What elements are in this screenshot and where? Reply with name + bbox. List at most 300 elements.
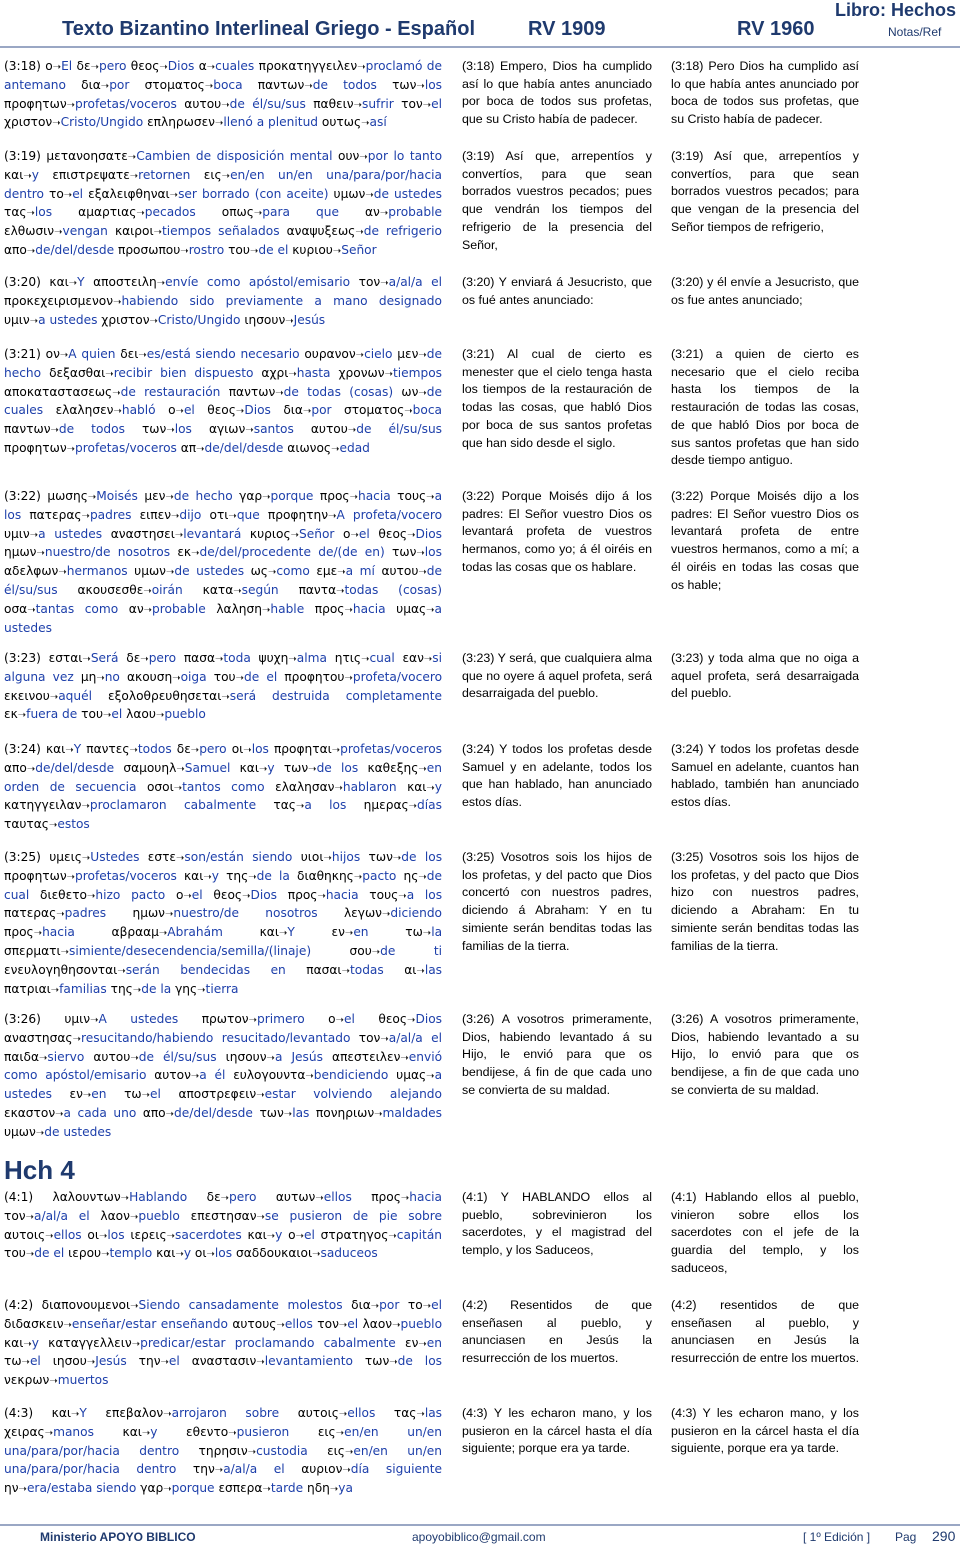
arrow-icon: ➝ [418,871,427,883]
spanish-gloss: pero [229,1190,257,1204]
arrow-icon: ➝ [49,691,59,703]
arrow-icon: ➝ [169,189,179,201]
spanish-gloss: tiempos [392,365,443,380]
arrow-icon: ➝ [288,368,297,380]
rv1960-verse [671,58,859,129]
greek-word: οι [194,1246,207,1261]
spanish-gloss: todas (cosas) [344,582,443,597]
arrow-icon: ➝ [82,1090,92,1102]
arrow-icon: ➝ [267,567,277,579]
arrow-icon: ➝ [129,1211,139,1223]
spanish-gloss: de el [34,1246,65,1261]
greek-word: υμεις [49,850,82,864]
greek-word: πασα [183,651,215,665]
greek-word: λαου [126,707,156,722]
spanish-gloss: sacerdotes [175,1227,242,1242]
greek-word: οι [231,742,244,756]
arrow-icon: ➝ [204,80,214,92]
spanish-gloss: hablaron [342,779,397,794]
greek-word: διαπονουμενοι [41,1298,131,1312]
spanish-gloss: en [426,1335,443,1350]
spanish-gloss: resucitando/habiendo resucitado/levantado [80,1030,351,1045]
spanish-gloss: probable [388,205,442,220]
greek-word: διεθετο [40,887,88,902]
greek-word: παντες [86,742,130,756]
rv1960-verse [671,148,859,237]
arrow-icon: ➝ [25,1211,34,1223]
arrow-icon: ➝ [233,585,242,597]
greek-interlinear-verse [4,1405,442,1499]
greek-word: (3:24) [4,742,41,756]
arrow-icon: ➝ [344,1446,354,1458]
greek-word: αναστησει [110,526,175,541]
greek-word: οπως [221,205,254,220]
spanish-gloss: en/en un/en una/para/por/hacia dentro [4,167,443,201]
spanish-gloss: de ustedes [44,1124,112,1139]
arrow-icon: ➝ [153,227,162,239]
arrow-icon: ➝ [136,208,145,220]
greek-word: απο [4,760,27,775]
greek-word: (4:1) [4,1190,34,1204]
greek-word: των [392,77,417,92]
arrow-icon: ➝ [344,604,353,616]
spanish-gloss: Ustedes [90,850,140,864]
greek-word: προς [4,925,34,940]
arrow-icon: ➝ [138,350,147,361]
arrow-icon: ➝ [44,1427,54,1439]
arrow-icon: ➝ [422,928,432,940]
greek-word: εις [327,1443,345,1458]
spanish-gloss: probable [152,601,206,616]
arrow-icon: ➝ [266,1052,275,1064]
spanish-gloss: Dios [244,403,271,418]
spanish-gloss: los [214,1246,233,1261]
greek-word: στρατηγος [320,1227,389,1242]
arrow-icon: ➝ [164,909,174,921]
greek-word: ιησουν [225,1049,267,1064]
spanish-gloss: envió como apóstol/emisario [4,1049,443,1083]
arrow-icon: ➝ [163,1409,172,1420]
spanish-gloss: por [379,1298,400,1312]
arrow-icon: ➝ [235,672,244,684]
greek-word: ευλογουντα [233,1068,306,1083]
greek-word: τον [317,1316,339,1331]
arrow-icon: ➝ [382,909,391,921]
spanish-gloss: primero [257,1012,305,1026]
arrow-icon: ➝ [158,928,168,940]
greek-word: καθεξης [367,760,419,775]
spanish-gloss: a ustedes [38,526,103,541]
greek-word: δε [206,1190,221,1204]
arrow-icon: ➝ [68,278,78,289]
arrow-icon: ➝ [262,1484,271,1496]
rv1909-verse-text: (4:2) Resentidos de que enseñasen al pueblo, y anunciasen en Jesús la resurrección de los muertos. [462,1298,652,1366]
rv1960-verse [671,488,859,594]
arrow-icon: ➝ [143,604,153,616]
spanish-gloss: cual [369,651,395,665]
greek-interlinear-verse [4,148,442,261]
greek-word: και [247,1227,267,1242]
rv1909-verse [462,741,652,812]
spanish-gloss: por lo tanto [367,149,443,163]
greek-word: χριστον [101,312,150,327]
arrow-icon: ➝ [418,350,427,361]
spanish-gloss: El [61,59,73,73]
spanish-gloss: levantará [183,526,242,541]
arrow-icon: ➝ [353,871,363,883]
arrow-icon: ➝ [35,1127,45,1139]
spanish-gloss: estar volviendo alejando [264,1087,442,1102]
spanish-gloss: días [417,798,442,813]
rv1960-verse-text: (4:3) Y les echaron mano, y los pusieron en la cárcel hasta el día siguiente, porque era ya tarde. [671,1406,859,1456]
greek-word: του [81,707,104,722]
notes-ref-label: Notas/Ref [888,25,942,39]
arrow-icon: ➝ [336,585,345,597]
arrow-icon: ➝ [81,801,90,813]
spanish-gloss: tantos como [182,779,265,794]
arrow-icon: ➝ [117,965,126,977]
arrow-icon: ➝ [365,189,374,201]
spanish-gloss: ellos [284,1316,313,1331]
greek-word: χειρας [4,1424,45,1439]
arrow-icon: ➝ [159,62,168,73]
rv1960-verse-text: (3:24) Y todos los profetas desde Samuel en adelante, cuantos han hablado, también han anunciado estos días. [671,742,859,810]
arrow-icon: ➝ [29,315,39,327]
arrow-icon: ➝ [173,782,183,794]
arrow-icon: ➝ [315,1193,324,1204]
arrow-icon: ➝ [423,654,433,665]
spanish-gloss: si alguna vez [4,651,443,684]
greek-word: απο [142,1105,166,1120]
greek-interlinear-verse [4,741,442,835]
greek-word: πρωτον [201,1012,249,1026]
contact-email: apoyobiblico@gmail.com [412,1530,546,1544]
spanish-gloss: predicar/estar proclamando cabalmente [140,1335,396,1350]
spanish-gloss: de él/su/sus [4,564,442,597]
greek-word: ο [343,526,351,541]
spanish-gloss: habló [121,403,156,418]
arrow-icon: ➝ [183,890,192,902]
arrow-icon: ➝ [155,710,165,722]
spanish-gloss: Señor [341,242,377,257]
greek-word: προς [319,489,350,503]
greek-word: (3:21) [4,347,41,361]
arrow-icon: ➝ [165,1108,175,1120]
arrow-icon: ➝ [26,245,36,257]
greek-word: μεν [397,347,419,361]
greek-word: λαληση [216,601,262,616]
greek-word: πατερας [4,906,57,921]
spanish-gloss: de refrigerio [363,224,443,239]
greek-word: ημων [132,906,165,921]
arrow-icon: ➝ [197,984,206,996]
greek-word: την [192,1462,215,1477]
rv1909-verse-text: (3:22) Porque Moisés dijo á los padres: El Señor vuestro Dios os levantará profeta de vuestros hermanos, como yo; á él oiréis en todas las cosas que os hablare. [462,489,652,574]
arrow-icon: ➝ [256,1357,265,1369]
greek-word: πατερας [29,507,82,522]
rv1909-verse-text: (3:25) Vosotros sois los hijos de los profetas, y del pacto que Dios concertó con nuestros padres, diciendo á Abraham: Y en tu simiente serán benditas todas las familias de la tierra. [462,850,652,953]
greek-word: αυτοις [4,1227,46,1242]
arrow-icon: ➝ [214,1465,224,1477]
greek-word: ιερεις [130,1227,167,1242]
arrow-icon: ➝ [87,890,96,902]
greek-word: και [156,1246,176,1261]
greek-word: αυτον [154,1068,191,1083]
spanish-gloss: a/al/a el [223,1462,285,1477]
greek-word: στοματος [344,403,405,418]
greek-word: ο [45,59,53,73]
arrow-icon: ➝ [331,443,340,455]
greek-word: θεος [378,1012,408,1026]
greek-word: δια [283,403,303,418]
arrow-icon: ➝ [335,1427,345,1439]
arrow-icon: ➝ [113,406,122,418]
arrow-icon: ➝ [50,425,59,437]
spanish-gloss: toda [223,651,251,665]
arrow-icon: ➝ [221,691,230,703]
rv1960-verse-text: (4:1) Hablando ellos al pueblo, vinieron sobre ellos los sacerdotes con el jefe de la guardia del templo, y los saduceos, [671,1190,859,1275]
arrow-icon: ➝ [18,1484,27,1496]
greek-word: τας [4,205,27,220]
greek-word: των [368,850,393,864]
rv1909-verse-text: (3:20) Y enviará á Jesucristo, que os fué antes anunciado: [462,275,652,307]
arrow-icon: ➝ [347,425,357,437]
greek-interlinear-verse [4,1297,442,1391]
greek-word: εν [69,1087,83,1102]
spanish-gloss: tantas como [35,601,119,616]
arrow-icon: ➝ [191,548,200,560]
greek-interlinear-verse [4,849,442,999]
greek-word: αμαρτιας [78,205,137,220]
greek-word: α [198,59,207,73]
arrow-icon: ➝ [96,672,105,684]
greek-word: προς [287,887,318,902]
arrow-icon: ➝ [422,99,432,111]
greek-interlinear-verse [4,58,442,133]
spanish-gloss: cuales [215,59,255,73]
spanish-gloss: el [29,1354,41,1369]
rv1909-verse [462,488,652,577]
spanish-gloss: de/del/desde [204,440,284,455]
spanish-gloss: manos [53,1424,94,1439]
arrow-icon: ➝ [175,1249,184,1261]
arrow-icon: ➝ [72,1033,81,1045]
rv1909-verse-text: (3:24) Y todos los profetas desde Samuel y en adelante, todos los que han hablado, han anunciado estos días. [462,742,652,810]
arrow-icon: ➝ [55,1108,64,1120]
greek-word: εθεντο [186,1424,229,1439]
spanish-gloss: muertos [57,1373,109,1388]
spanish-gloss: maldades [382,1105,443,1120]
arrow-icon: ➝ [384,368,393,380]
spanish-gloss: a Jesús [274,1049,323,1064]
arrow-icon: ➝ [214,654,224,665]
greek-word: καιροι [114,224,154,239]
arrow-icon: ➝ [355,227,364,239]
greek-word: επιστρεψατε [52,167,130,182]
arrow-icon: ➝ [203,871,212,883]
greek-word: ιησουν [244,312,286,327]
arrow-icon: ➝ [81,510,90,522]
spanish-gloss: y [275,1227,283,1242]
spanish-gloss: y [183,1246,192,1261]
greek-word: τον [4,1208,26,1223]
arrow-icon: ➝ [101,1249,110,1261]
arrow-icon: ➝ [132,984,142,996]
greek-word: δε [76,59,91,73]
arrow-icon: ➝ [52,62,62,73]
rv1960-column-heading: RV 1960 [737,18,815,40]
arrow-icon: ➝ [82,654,91,665]
arrow-icon: ➝ [278,928,288,940]
spanish-gloss: de/del/procedente de/(de en) [199,545,385,560]
greek-word: δεξασθαι [49,365,106,380]
arrow-icon: ➝ [245,425,254,437]
arrow-icon: ➝ [23,1338,32,1350]
greek-word: αδελφων [4,564,59,579]
greek-word: ελθωσιν [4,224,55,239]
spanish-gloss: ellos [347,1406,376,1420]
rv1909-column-heading: RV 1909 [528,18,606,40]
arrow-icon: ➝ [66,99,76,111]
greek-word: οτι [209,507,229,522]
spanish-gloss: retornen [138,167,191,182]
greek-word: (3:20) [4,275,41,289]
spanish-gloss: de los [397,1354,443,1369]
spanish-gloss: capitán [396,1227,443,1242]
spanish-gloss: ellos [323,1190,352,1204]
arrow-icon: ➝ [45,1230,54,1242]
greek-word: λεγων [343,906,382,921]
greek-word: απ [180,440,197,455]
greek-word: παντων [4,422,51,437]
greek-word: εκεινου [4,688,50,703]
spanish-gloss: Dios [415,526,443,541]
greek-word: τω [124,1087,142,1102]
arrow-icon: ➝ [276,1319,285,1331]
greek-interlinear-verse [4,346,442,459]
greek-word: (3:22) [4,489,41,503]
spanish-gloss: de los [401,850,443,864]
greek-interlinear-verse [4,1011,442,1143]
greek-word: παντων [228,384,276,399]
arrow-icon: ➝ [426,1071,435,1083]
page-footer [0,1528,960,1548]
spanish-gloss: boca [213,77,243,92]
greek-word: υμιν [4,526,30,541]
arrow-icon: ➝ [288,654,297,665]
spanish-gloss: el [431,1298,442,1312]
rv1909-verse-text: (3:23) Y será, que cualquiera alma que no oyere á aquel profeta, será desarraigada del pueblo. [462,651,652,701]
spanish-gloss: cielo [364,347,393,361]
spanish-gloss: edad [339,440,370,455]
greek-word: ο [288,1227,296,1242]
greek-word: ων [401,384,419,399]
greek-word: το [407,1298,423,1312]
spanish-gloss: a ustedes [4,1068,443,1102]
arrow-icon: ➝ [350,529,359,541]
arrow-icon: ➝ [371,946,381,958]
spanish-gloss: ser borrado (con aceite) [178,186,329,201]
greek-word: δει [120,347,139,361]
arrow-icon: ➝ [304,80,313,92]
greek-word: ακουση [127,669,173,684]
spanish-gloss: hacia [352,601,386,616]
spanish-gloss: el [111,707,123,722]
arrow-icon: ➝ [143,585,152,597]
spanish-gloss: de ustedes [174,564,245,579]
spanish-gloss: hizo pacto [95,887,166,902]
spanish-gloss: que [236,507,260,522]
arrow-icon: ➝ [39,1052,48,1064]
arrow-icon: ➝ [140,654,149,665]
rv1909-verse [462,148,652,254]
greek-word: θεος [207,403,236,418]
header-divider [0,46,960,48]
spanish-gloss: en [91,1087,107,1102]
greek-word: της [110,981,133,996]
spanish-gloss: hacia [409,1190,443,1204]
rv1960-verse [671,1189,859,1278]
greek-word: (3:26) [4,1012,41,1026]
rv1960-verse-text: (4:2) resentidos de que enseñasen al pueblo, y anunciasen en Jesús la resurrección de entre los muertos. [671,1298,860,1366]
greek-word: ουρανον [304,347,356,361]
arrow-icon: ➝ [329,1484,339,1496]
greek-word: μεν [144,489,166,503]
arrow-icon: ➝ [112,387,121,399]
spanish-gloss: las [292,1105,310,1120]
spanish-gloss: pecados [144,205,196,220]
greek-word: γαρ [140,1481,164,1496]
greek-word: υμων [4,1124,36,1139]
arrow-icon: ➝ [247,1446,257,1458]
greek-word: υμας [396,601,427,616]
arrow-icon: ➝ [249,245,259,257]
spanish-gloss: pusieron [236,1424,290,1439]
arrow-icon: ➝ [100,80,110,92]
arrow-icon: ➝ [335,1015,345,1026]
arrow-icon: ➝ [175,406,184,418]
rv1909-verse-text: (4:1) Y HABLANDO ellos al pueblo, sobrevinieron los sacerdotes, y el magistrad del templo, y los Saduceos, [462,1190,652,1258]
spanish-gloss: el [304,1227,315,1242]
spanish-gloss: A quien [68,347,116,361]
arrow-icon: ➝ [56,909,65,921]
greek-word: κυριος [249,526,291,541]
greek-word: ταυτας [4,817,49,832]
spanish-gloss: en orden de secuencia [4,760,443,794]
arrow-icon: ➝ [196,443,205,455]
arrow-icon: ➝ [120,1193,130,1204]
arrow-icon: ➝ [58,567,67,579]
arrow-icon: ➝ [266,1230,276,1242]
greek-word: ουτως [321,115,362,130]
arrow-icon: ➝ [331,745,341,756]
spanish-gloss: arrojaron sobre [171,1406,280,1420]
arrow-icon: ➝ [87,492,97,503]
arrow-icon: ➝ [190,1071,200,1083]
spanish-gloss: Jesús [95,1354,127,1369]
arrow-icon: ➝ [418,763,427,775]
greek-word: εστε [147,850,177,864]
spanish-gloss: a ustedes [38,312,98,327]
arrow-icon: ➝ [248,1015,257,1026]
spanish-gloss: Samuel [184,760,231,775]
greek-word: αυτου [93,1049,131,1064]
spanish-gloss: y [211,868,219,883]
arrow-icon: ➝ [29,529,39,541]
spanish-gloss: tarde [270,1481,304,1496]
arrow-icon: ➝ [308,763,317,775]
greek-word: εις [203,167,222,182]
